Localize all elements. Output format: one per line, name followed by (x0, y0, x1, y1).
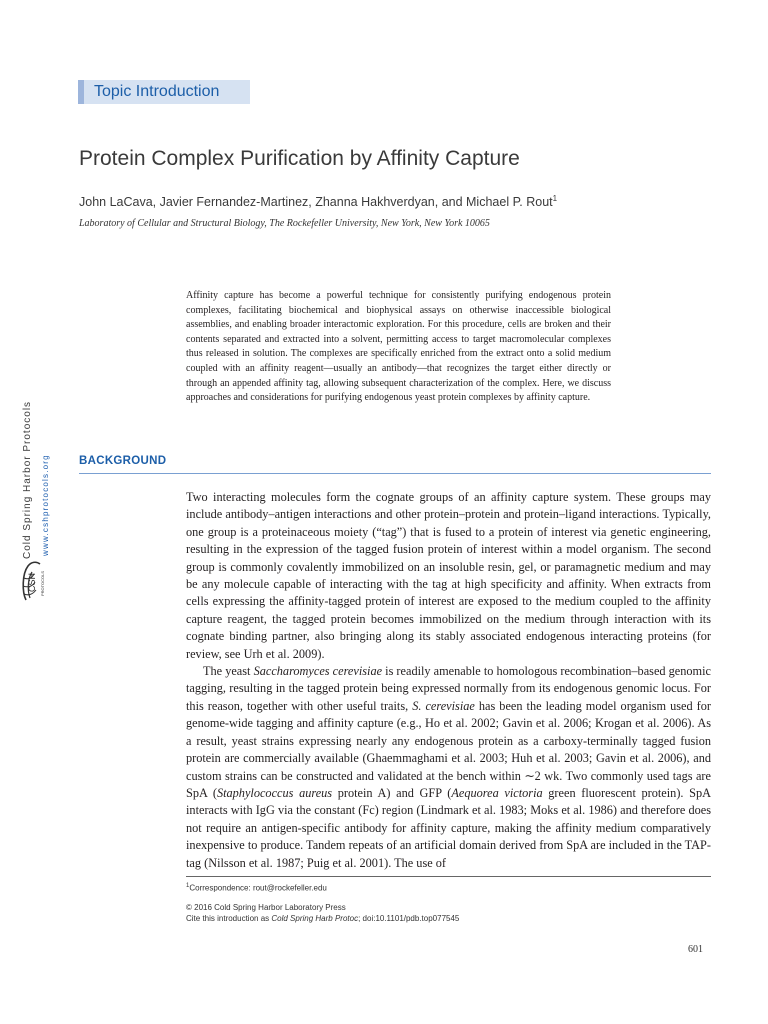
page-number: 601 (688, 944, 703, 955)
author-footnote-marker: 1 (552, 194, 558, 203)
topic-introduction-label: Topic Introduction (78, 80, 250, 104)
citation-line: Cite this introduction as Cold Spring Harb Protoc; doi:10.1101/pdb.top077545 (186, 913, 460, 923)
section-heading-background: BACKGROUND (79, 455, 167, 467)
correspondence-footnote: $^1$Correspondence: rout@rockefeller.edu (186, 883, 327, 893)
footnotes (186, 881, 711, 924)
author-list (79, 194, 557, 209)
svg-text:CSH: CSH (27, 572, 37, 592)
abstract: Affinity capture has become a powerful technique for consistently purifying endogenous protein complexes, facilitating biochemical and biophysical assays on otherwise inaccessible biological assemblies, and enabling broader interactomic exploration. For this procedure, cells are broken and their contents separated and extracted into a solvent, permitting access to target macromolecular complexes thus released in solution. The complexes are specifically enriched from the extract onto a solid medium coupled with an affinity reagent—usually an antibody—that recognizes the target either directly or through an appended affinity tag, allowing subsequent characterization of the complex. Here, we discuss approaches and considerations for purifying endogenous yeast protein complexes by affinity capture. (186, 290, 611, 404)
journal-url-sidebar[interactable]: www.cshprotocols.org (41, 454, 50, 556)
authors-text: John LaCava, Javier Fernandez-Martinez, Zhanna Hakhverdyan, and Michael P. Rout (79, 195, 553, 210)
svg-text:PROTOCOLS: PROTOCOLS (40, 570, 45, 596)
paragraph-2: The yeast Saccharomyces cerevisiae is readily amenable to homologous recombination–based genomic tagging, resulting in the tagged protein being expressed normally from its endogenous genomic locus. For this reason, together with other useful traits, S. cerevisiae has been the leading model organism used for genome-wide tagging and affinity capture (e.g., Ho et al. 2002; Gavin et al. 2006; Krogan et al. 2006). As a result, yeast strains expressing nearly any endogenous protein as a carboxy-terminally tagged fusion protein are commercially available (Ghaemmaghami et al. 2003; Huh et al. 2003; Gavin et al. 2006), and custom strains can be constructed and validated at the bench within ∼2 wk. Two commonly used tags are SpA (Staphylococcus aureus protein A) and GFP (Aequorea victoria green fluorescent protein). SpA interacts with IgG via the constant (Fc) region (Lindmark et al. 1983; Moks et al. 1986) and therefore does not require an antigen-specific antibody for affinity capture, making the affinity medium comparatively inexpensive to produce. Tandem repeats of an artificial domain derived from SpA are included in the TAP-tag (Nilsson et al. 1987; Puig et al. 2001). The use of (186, 664, 712, 870)
body-text (186, 489, 711, 872)
footnote-divider (186, 876, 711, 877)
copyright-line: © 2016 Cold Spring Harbor Laboratory Press (186, 902, 346, 912)
cshl-protocols-logo-icon (20, 556, 50, 608)
journal-name-sidebar: Cold Spring Harbor Protocols (22, 400, 33, 560)
section-divider (79, 473, 711, 474)
author-affiliation: Laboratory of Cellular and Structural Biology, The Rockefeller University, New York, New York 10065 (79, 218, 490, 229)
article-title: Protein Complex Purification by Affinity Capture (79, 147, 520, 170)
paragraph-1: Two interacting molecules form the cognate groups of an affinity capture system. These groups may include antibody–antigen interactions and other protein–protein and protein–ligand interactions. Typically, one group is a proteinaceous moiety (“tag”) that is fused to a protein of interest via genetic engineering, resulting in the expression of the tagged fusion protein of interest within a model organism. The second group is commonly covalently immobilized on an insoluble resin, gel, or paramagnetic medium and may be any molecule capable of interacting with the tag at high specificity and affinity. When extracts from cells expressing the affinity-tagged protein of interest are exposed to the medium coupled to the affinity capture reagent, the tagged protein becomes immobilized on the medium through interaction with its cognate binding partner, also bringing along its stably associated endogenous interacting proteins (for review, see Urh et al. 2009). (186, 490, 711, 661)
